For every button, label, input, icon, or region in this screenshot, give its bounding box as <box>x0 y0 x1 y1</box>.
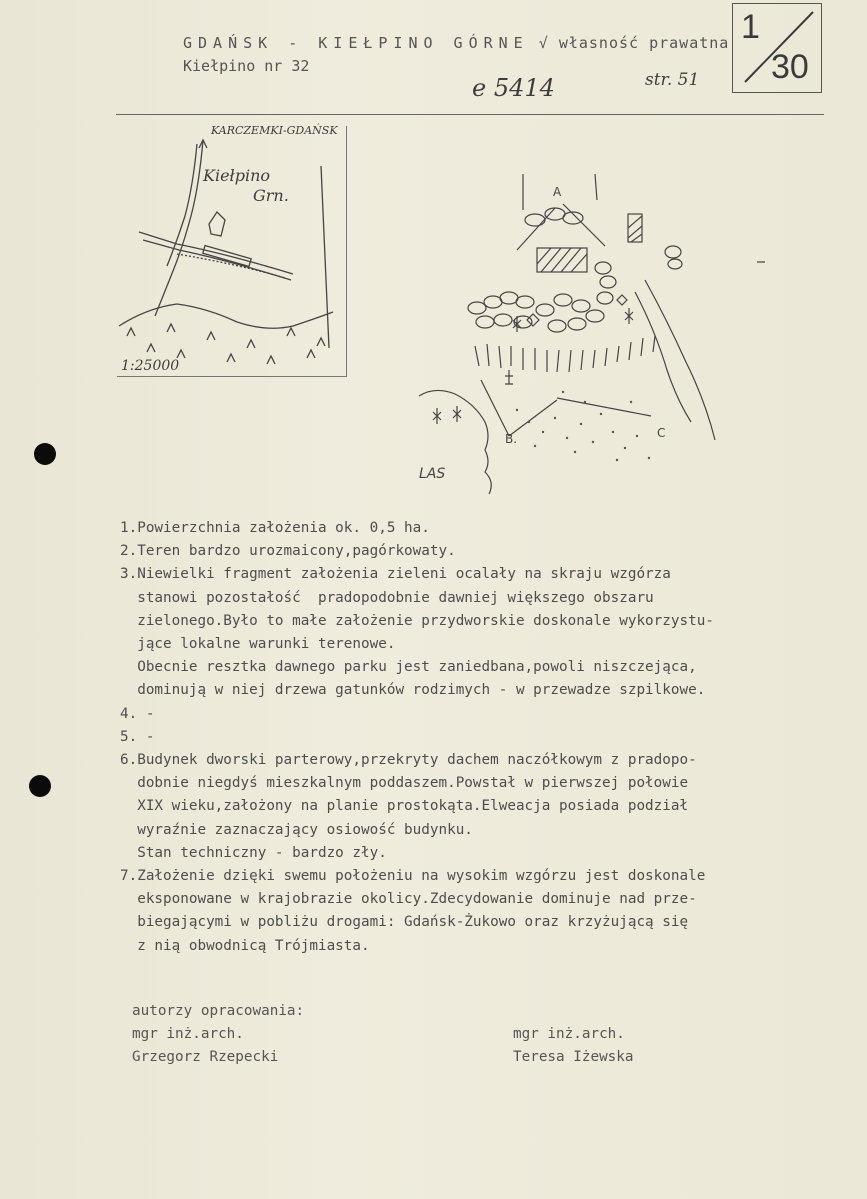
site-label-c: C <box>657 426 666 440</box>
place-label-2: Grn. <box>253 186 289 205</box>
inventory-number: e 5414 <box>472 74 555 102</box>
header-rule <box>116 114 824 115</box>
text-line: 3.Niewielki fragment założenia zieleni ocalały na skraju wzgórza <box>120 566 671 583</box>
author-left-name: Grzegorz Rzepecki <box>132 1049 279 1065</box>
text-line: jące lokalne warunki terenowe. <box>120 636 396 653</box>
header-location: GDAŃSK - KIEŁPINO GÓRNE <box>183 34 529 52</box>
authors-heading: autorzy opracowania: <box>132 1003 305 1019</box>
text-line: dominują w niej drzewa gatunków rodzimych - w przewadze szpilkowe. <box>120 682 706 699</box>
site-label-a: A <box>553 185 562 199</box>
text-line: dobnie niegdyś mieszkalnym poddaszem.Powstał w pierwszej połowie <box>120 775 689 792</box>
author-right-name: Teresa Iżewska <box>513 1049 634 1065</box>
description-item-7 <box>120 865 850 958</box>
text-line: 1.Powierzchnia założenia ok. 0,5 ha. <box>120 520 430 536</box>
location-map-drawing <box>117 126 346 376</box>
text-line: XIX wieku,założony na planie prostokąta.Elweacja posiada podział <box>120 798 689 815</box>
text-line: z nią obwodnicą Trójmiasta. <box>120 937 370 954</box>
text-line: 4. - <box>120 705 155 722</box>
text-line: zielonego.Było to małe założenie przydworskie doskonale wykorzystu- <box>120 612 714 629</box>
text-line: Obecnie resztka dawnego parku jest zaniedbana,powoli niszczejąca, <box>120 659 697 676</box>
card-number-top: 1 <box>741 8 760 46</box>
site-label-las: LAS <box>419 466 446 482</box>
check-mark: √ <box>538 34 549 52</box>
description-item-4 <box>120 703 850 726</box>
site-label-b: B. <box>505 432 518 446</box>
page-reference: str. 51 <box>645 70 700 90</box>
header-ownership: własność prawatna <box>558 34 730 52</box>
place-label-1: Kiełpino <box>203 166 271 185</box>
punch-hole-bottom <box>29 775 51 797</box>
description-item-1 <box>120 517 850 540</box>
description-item-3 <box>120 563 850 702</box>
text-line: wyraźnie zaznaczający osiowość budynku. <box>120 821 473 838</box>
description-item-5 <box>120 726 850 749</box>
map-scale: 1:25000 <box>121 358 180 374</box>
header-line-1 <box>183 34 729 52</box>
site-plan-sketch <box>405 170 765 500</box>
text-line: stanowi pozostałość pradopodobnie dawniej większego obszaru <box>120 589 654 606</box>
site-plan-drawing <box>405 170 765 500</box>
description-item-6 <box>120 749 850 865</box>
description-text <box>120 517 850 958</box>
author-left-title: mgr inż.arch. <box>132 1026 244 1042</box>
location-map <box>117 126 347 377</box>
text-line: biegającymi w pobliżu drogami: Gdańsk-Żukowo oraz krzyżującą się <box>120 914 689 931</box>
text-line: 7.Założenie dzięki swemu położeniu na wysokim wzgórzu jest doskonale <box>120 868 706 885</box>
text-line: 5. - <box>120 728 155 745</box>
text-line: Stan techniczny - bardzo zły. <box>120 844 387 861</box>
text-line: eksponowane w krajobrazie okolicy.Zdecydowanie dominuje nad prze- <box>120 891 697 908</box>
author-right-title: mgr inż.arch. <box>513 1026 625 1042</box>
road-label: KARCZEMKI-GDAŃSK <box>211 124 338 137</box>
punch-hole-top <box>34 443 56 465</box>
text-line: 2.Teren bardzo urozmaicony,pagórkowaty. <box>120 543 456 560</box>
text-line: 6.Budynek dworski parterowy,przekryty dachem naczółkowym z pradopo- <box>120 752 697 769</box>
card-number-box <box>732 3 822 93</box>
card-number-bottom: 30 <box>771 48 809 86</box>
description-item-2 <box>120 540 850 563</box>
header-address: Kiełpino nr 32 <box>183 57 310 75</box>
